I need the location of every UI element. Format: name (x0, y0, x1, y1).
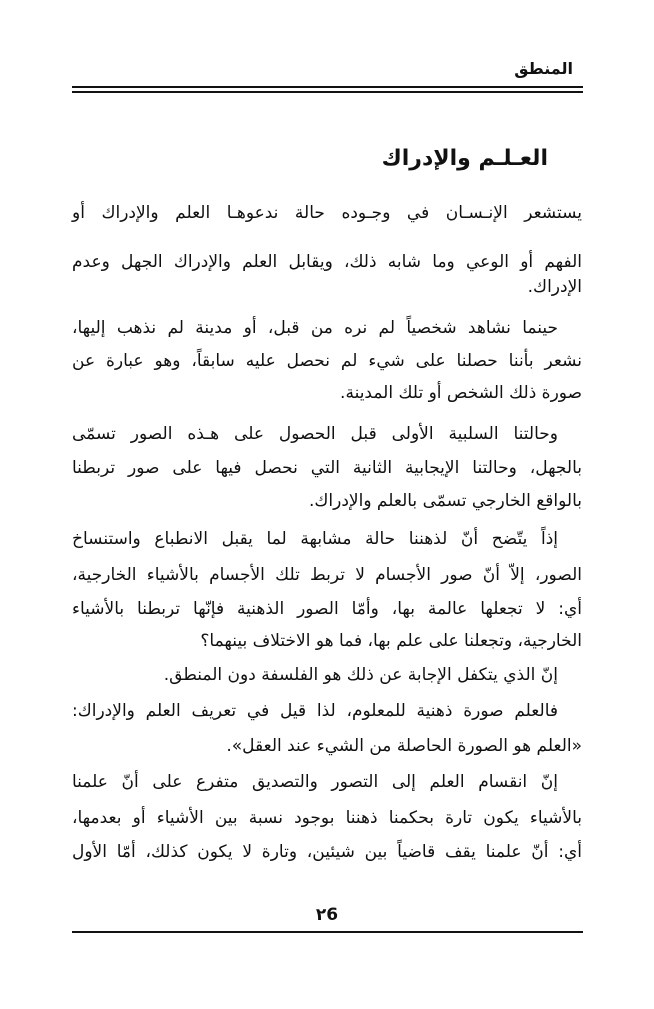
header-rule-top (72, 86, 583, 88)
text-line: إذاً يتّضح أنّ لذهننا حالة مشابهة لما يقبل الانطباع واستنساخ (72, 529, 558, 549)
text-line: نشعر بأننا حصلنا على شيء لم نحصل عليه سابقاً، وهو عبارة عن (72, 351, 582, 371)
text-line: وحالتنا السلبية الأولى قبل الحصول على هـذه الصور تسمّى (72, 424, 558, 444)
text-line: أي: لا تجعلها عالمة بها، وأمّا الصور الذهنية فإنّها تربطنا بالأشياء (72, 599, 582, 619)
text-line: يستشعر الإنـسـان في وجـوده حالة ندعوهـا العلم والإدراك أو (72, 203, 582, 223)
text-line: بالواقع الخارجي تسمّى بالعلم والإدراك. (308, 491, 582, 511)
text-line: حينما نشاهد شخصياً لم نره من قبل، أو مدينة لم نذهب إليها، (72, 318, 558, 338)
text-line: الفهم أو الوعي وما شابه ذلك، ويقابل العلم والإدراك الجهل وعدم (72, 252, 582, 272)
running-head: المنطق (514, 59, 573, 78)
text-line: الإدراك. (527, 277, 582, 297)
text-line: صورة ذلك الشخص أو تلك المدينة. (340, 383, 582, 403)
text-line: إنّ الذي يتكفل الإجابة عن ذلك هو الفلسفة دون المنطق. (163, 665, 558, 685)
text-line: إنّ انقسام العلم إلى التصور والتصديق متفرع على أنّ علمنا (72, 772, 558, 792)
text-line: الخارجية، وتجعلنا على علم بها، فما هو الاختلاف بينهما؟ (200, 631, 582, 651)
header-rule-bottom (72, 91, 583, 93)
text-line: الصور، إلاّ أنّ صور الأجسام لا تربط تلك الأجسام بالأشياء الخارجية، (72, 565, 582, 585)
section-title: العـلـم والإدراك (381, 146, 548, 171)
text-line: فالعلم صورة ذهنية للمعلوم، لذا قيل في تعريف العلم والإدراك: (72, 701, 558, 721)
text-line: بالأشياء يكون تارة بحكمنا ذهننا بوجود نسبة بين الأشياء أو بعدمها، (72, 808, 582, 828)
page-number: ٢6 (315, 905, 339, 925)
text-line: «العلم هو الصورة الحاصلة من الشيء عند العقل». (226, 736, 582, 756)
text-line: بالجهل، وحالتنا الإيجابية الثانية التي نحصل فيها على صور تربطنا (72, 458, 582, 478)
text-line: أي: أنّ علمنا يقف قاضياً بين شيئين، وتارة لا يكون كذلك، أمّا الأول (72, 842, 582, 862)
footer-rule (72, 931, 583, 933)
